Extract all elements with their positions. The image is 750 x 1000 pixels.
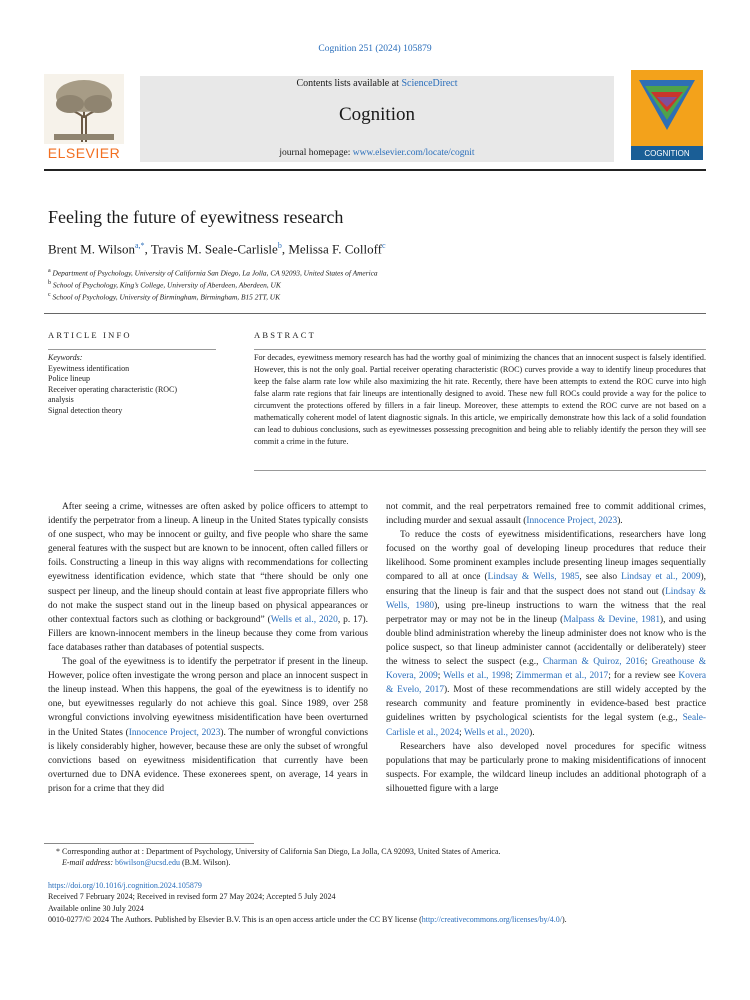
affiliation: $^b$ School of Psychology, King’s College, University of Aberdeen, Aberdeen, UK	[48, 280, 281, 290]
author-affiliation-mark[interactable]: c	[382, 241, 386, 250]
citation-link[interactable]: Wells et al., 1998	[443, 671, 511, 682]
affiliation: $^c$ School of Psychology, University of Birmingham, Birmingham, B15 2TT, UK	[48, 292, 281, 302]
body-paragraph: not commit, and the real perpetrators remained free to commit additional crimes, including murder and sexual assault (Innocence Project, 2023).	[386, 502, 706, 527]
cover-title: COGNITION	[644, 149, 690, 158]
author-name[interactable]: Brent M. Wilson	[48, 241, 135, 257]
available-online: Available online 30 July 2024	[48, 903, 144, 913]
contents-prefix: Contents lists available at	[296, 78, 402, 89]
citation-link[interactable]: Lindsay & Wells, 1980	[386, 586, 706, 611]
citation-link[interactable]: Zimmerman et al., 2017	[515, 671, 609, 682]
section-rule	[44, 313, 706, 314]
journal-homepage-line	[140, 148, 614, 158]
citation-link[interactable]: Greathouse & Kovera, 2009	[386, 657, 707, 682]
contents-available-line	[140, 78, 614, 89]
corresponding-author-footnote	[56, 846, 501, 868]
journal-name: Cognition	[338, 104, 415, 125]
email-line: E-mail address: b6wilson@ucsd.edu (B.M. Wilson).	[62, 858, 231, 867]
footnote-line: * Corresponding author at : Department of Psychology, University of California San Diego, La Jolla, CA 92093, United States of America.	[56, 847, 501, 856]
abstract-bottom-rule	[254, 470, 706, 471]
body-paragraph: The goal of the eyewitness is to identify the perpetrator if present in the lineup. However, police often investigate the wrong person and place an innocent suspect in the lineup instead. When this happens, the goal of the eyewitness is to identify no one, but eyewitnesses regularly do not achieve this goal. Since 1989, over 258 wrongful convictions involving eyewitness misidentification have been overturned in the United States (Innocence Project, 2023). The number of wrongful convictions is likely considerably higher, however, because these are only the subset of wrongful convictions based on eyewitness misidentification that currently have been overturned due to DNA evidence. These exonerees spent, on average, 14 years in prison for a crime that they did	[48, 657, 368, 794]
journal-cover-thumbnail	[631, 70, 703, 160]
author-email-link[interactable]: b6wilson@ucsd.edu	[115, 858, 180, 867]
journal-citation[interactable]: Cognition 251 (2024) 105879	[318, 44, 432, 54]
keyword: Signal detection theory	[48, 405, 123, 415]
license-line: 0010-0277/© 2024 The Authors. Published by Elsevier B.V. This is an open access article under the CC BY license (http://creativecommons.org/licenses/by/4.0/).	[48, 915, 567, 925]
citation-link[interactable]: Innocence Project, 2023	[526, 516, 618, 527]
citation-link[interactable]: Lindsay & Wells, 1985	[487, 572, 580, 583]
keyword: analysis	[48, 395, 74, 405]
keywords-list	[48, 353, 218, 417]
publisher-name: ELSEVIER	[47, 145, 121, 161]
citation-link[interactable]: Wells et al., 2020	[463, 727, 530, 738]
author-affiliation-mark[interactable]: a,*	[135, 241, 145, 250]
citation-link[interactable]: Seale-Carlisle et al., 2024	[386, 713, 706, 738]
body-paragraph: After seeing a crime, witnesses are often asked by police officers to attempt to identify the perpetrator from a lineup. A lineup in the United States typically consists of one suspect, who may be innocent or guilty, and five people who share the same general features with the suspect but are known to be innocent, often called fillers or foils. Constructing a lineup in this way aligns with recommendations for collecting eyewitness identification evidence, which state that “there should be only one suspect per lineup, and the lineup should contain at least five appropriate fillers who do not make the suspect stand out in the lineup based on physical appearances or other contextual factors such as clothing or background” (Wells et al., 2020, p. 17). Fillers are known-innocent members in the lineup because they come from various face databases rather than databases of potential suspects.	[48, 502, 368, 653]
body-column-left	[48, 500, 368, 796]
keywords-label: Keywords:	[48, 353, 83, 362]
citation-link[interactable]: Innocence Project, 2023	[128, 727, 221, 738]
article-metadata	[48, 880, 567, 926]
abstract-heading: ABSTRACT	[254, 330, 316, 340]
author-name[interactable]: Travis M. Seale-Carlisle	[150, 241, 278, 257]
body-column-right	[386, 500, 706, 796]
affiliation: $^a$ Department of Psychology, University of California San Diego, La Jolla, CA 92093, United States of America	[48, 268, 378, 278]
article-info-rule	[48, 349, 216, 350]
keyword: Receiver operating characteristic (ROC)	[48, 384, 178, 394]
author-list: Brent M. Wilson$^{a,*}$, Travis M. Seale-Carlisle$^b$, Melissa F. Colloff$^c$	[48, 241, 386, 257]
citation-link[interactable]: Malpass & Devine, 1981	[563, 614, 661, 625]
citation-link[interactable]: Lindsay et al., 2009	[621, 572, 701, 583]
keyword: Police lineup	[48, 374, 90, 384]
homepage-prefix: journal homepage:	[279, 148, 353, 158]
abstract-text: For decades, eyewitness memory research has had the worthy goal of minimizing the chances that an innocent suspect is falsely identified. However, this is not the only goal. Partial receiver operating characteristic (ROC) curves provide a way to identify lineup procedures that keep the false alarm rate low while also maximizing the hit rate. Recently, there have been attempts to extend the ROC curve into high false alarm rate regions that fair lineups are intentionally designed to avoid. These new full ROCs could provide a way for the police to circumvent the protections offered by fillers in a fair lineup. Moreover, these attempts to extend the ROC curve are not based on a mathematically coherent model of latent diagnostic signals. In this article, we empirically demonstrate how this lack of a solid foundation can lead to dubious conclusions, such as eyewitnesses possessing precognition and being able to reliably identify the person they will see commit a crime in the future.	[254, 353, 706, 446]
author-name[interactable]: Melissa F. Colloff	[288, 241, 383, 257]
author-affiliation-mark[interactable]: b	[277, 241, 282, 250]
received-dates: Received 7 February 2024; Received in revised form 27 May 2024; Accepted 5 July 2024	[48, 892, 336, 902]
footnote-rule	[44, 843, 254, 844]
citation-link[interactable]: Charman & Quiroz, 2016	[542, 657, 645, 668]
keyword: Eyewitness identification	[48, 363, 130, 373]
abstract-rule	[254, 349, 706, 350]
citation-link[interactable]: Kovera & Evelo, 2017	[386, 671, 707, 696]
article-info-heading: ARTICLE INFO	[48, 330, 132, 340]
homepage-link[interactable]: www.elsevier.com/locate/cognit	[352, 148, 475, 158]
citation-link[interactable]: Wells et al., 2020	[270, 614, 338, 625]
license-link[interactable]: http://creativecommons.org/licenses/by/4.0/	[421, 915, 563, 925]
doi-link[interactable]: https://doi.org/10.1016/j.cognition.2024.105879	[48, 881, 202, 890]
body-paragraph: To reduce the costs of eyewitness misidentifications, researchers have long focused on the worthy goal of developing lineup procedures that reduce their likelihood. Some prominent examples include presenting lineup images sequentially compared to all at once (Lindsay & Wells, 1985, see also Lindsay et al., 2009), ensuring that the lineup is fair and that the suspect does not stand out (Lindsay & Wells, 1980), using pre-lineup instructions to warn the witness that the real perpetrator may or may not be in the lineup (Malpass & Devine, 1981), and using double blind administration whereby the lineup administer does not know who is the police suspect, so that lineup administer cannot (accidentally or deliberately) steer the witness to select the suspect (e.g., Charman & Quiroz, 2016; Greathouse & Kovera, 2009; Wells et al., 1998; Zimmerman et al., 2017; for a review see Kovera & Evelo, 2017). Most of these recommendations are still widely accepted by the research community and feature prominently in evidence-based best practice guidelines written by psychological scientists for the legal system (e.g., Seale-Carlisle et al., 2024; Wells et al., 2020).	[386, 530, 707, 738]
sciencedirect-link[interactable]: ScienceDirect	[401, 78, 458, 89]
article-title: Feeling the future of eyewitness research	[48, 207, 344, 227]
header-rule	[44, 169, 706, 171]
body-paragraph: Researchers have also developed novel procedures for specific witness populations that may be particularly prone to making misidentifications of innocent suspects. For example, the wildcard lineup includes an additional photograph of a silhouetted figure with a large	[386, 741, 706, 794]
